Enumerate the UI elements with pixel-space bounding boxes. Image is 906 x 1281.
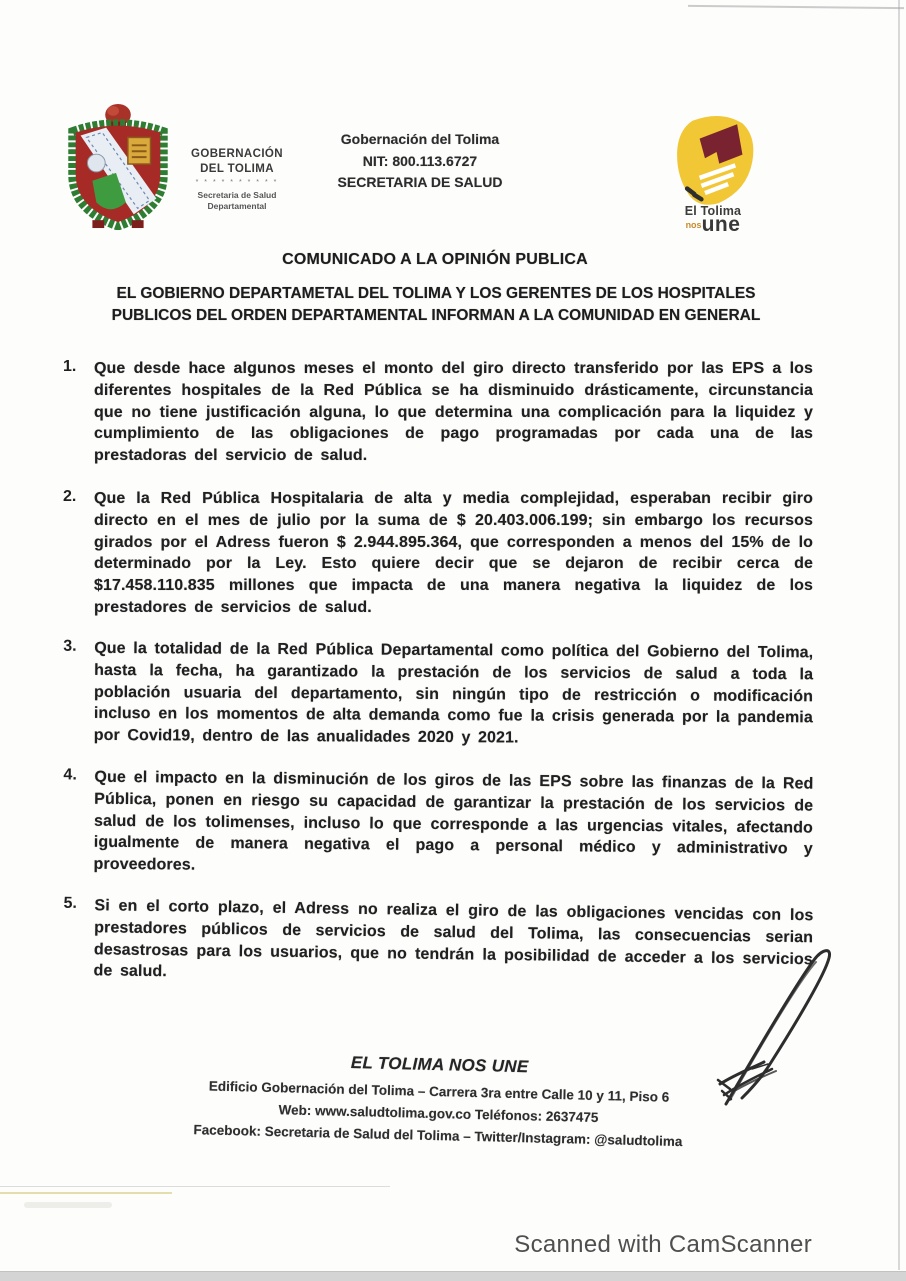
footer-block (88, 1047, 790, 1156)
item-number: 2. (63, 487, 77, 505)
org-sub-line2: Departamental (207, 200, 267, 211)
org-name-line1: GOBERNACIÓN (191, 148, 283, 160)
item-text: Si en el corto plazo, el Adress no realiza el giro de las obligaciones vencidas con los prestadores públicos de servicios de salud del Tolima, las consecuencias serian desastrosas para los usuarios, que no tendrán la posibilidad de acceder a los servicios de salud. (93, 896, 814, 981)
org-name-block (182, 147, 292, 211)
item-text: Que el impacto en la disminución de los giros de las EPS sobre las finanzas de la Red Pública, ponen en riesgo su capacidad de garantizar la prestación de los servicios de salud de los tolimenses, incluso lo que corresponde a las urgencias vitales, afectando igualmente de manera negativa el pago a personal médico y administrativo y proveedores. (93, 768, 814, 874)
entity-secretariat: SECRETARIA DE SALUD (337, 174, 503, 190)
item-number: 3. (63, 637, 77, 655)
scanner-footer-bar (0, 1271, 906, 1281)
tolima-coat-of-arms-icon (58, 102, 178, 230)
list-item (63, 358, 813, 467)
scan-smudge-artifact (24, 1202, 112, 1208)
tolima-logo-une: une (701, 213, 741, 236)
tolima-logo-line1: El Tolima (684, 204, 742, 218)
document-title: COMUNICADO A LA OPINIÓN PUBLICA (282, 251, 588, 268)
list-item (62, 895, 813, 993)
scan-edge-artifact-right (898, 0, 900, 1270)
item-text: Que la Red Pública Hospitalaria de alta y media complejidad, esperaban recibir giro directo en el mes de julio por la suma de $ 20.403.006.199; sin embargo los recursos girados por el Adress fueron $ 2.944.895.364, que corresponden a menos del 15% de lo determinado por la Ley. Esto quiere decir que se dejaron de recibir cerca de $17.458.110.835 millones que impacta de una manera negativa la liquidez de los prestadores de servicios de salud. (94, 489, 813, 616)
scan-edge-artifact-bottom-yellow (0, 1192, 172, 1194)
communique-items (63, 358, 813, 1008)
footer-address: Edificio Gobernación del Tolima – Carrera 3ra entre Calle 10 y 11, Piso 6 (208, 1078, 670, 1105)
list-item (62, 766, 813, 882)
footer-social: Facebook: Secretaria de Salud del Tolima – Twitter/Instagram: @saludtolima (193, 1122, 683, 1150)
entity-name: Gobernación del Tolima (340, 131, 500, 147)
org-sub-line1: Secretaria de Salud (197, 190, 277, 200)
org-divider-dots: * * * * * * * * * * (195, 179, 279, 186)
scan-edge-artifact-bottom-gray (0, 1186, 390, 1187)
camscanner-watermark: Scanned with CamScanner (514, 1231, 812, 1258)
list-item (63, 637, 814, 751)
footer-slogan: EL TOLIMA NOS UNE (350, 1052, 529, 1077)
tolima-nos-une-logo (655, 110, 771, 236)
entity-header-block (300, 129, 540, 194)
list-item (63, 488, 813, 619)
document-subtitle: EL GOBIERNO DEPARTAMETAL DEL TOLIMA Y LOS GERENTES DE LOS HOSPITALES PUBLICOS DEL ORDEN DEPARTAMENTAL INFORMAN A LA COMUNIDAD EN GENERAL (111, 285, 761, 324)
item-number: 4. (63, 766, 77, 784)
item-text: Que la totalidad de la Red Pública Departamental como política del Gobierno del Tolima, hasta la fecha, ha garantizado la prestación de los servicios de salud a toda la población usuaria del departamento, sin ningún tipo de restricción o modificación incluso en los momentos de alta demanda como fue la crisis generada por la pandemia por Covid19, dentro de las anualidades 2020 y 2021. (93, 639, 814, 747)
org-name-line2: DEL TOLIMA (200, 163, 274, 175)
scan-edge-artifact-top (688, 5, 904, 9)
entity-nit: NIT: 800.113.6727 (362, 152, 478, 169)
item-number: 5. (63, 894, 77, 912)
footer-web-phone: Web: www.saludtolima.gov.co Teléfonos: 2637475 (278, 1102, 599, 1126)
item-text: Que desde hace algunos meses el monto del giro directo transferido por las EPS a los diferentes hospitales de la Red Pública se ha disminuido drásticamente, circunstancia que no tiene justificación alguna, lo que determina una complicación para la liquidez y cumplimiento de las obligaciones de pago programadas por cada una de las prestadoras del servicio de salud. (94, 360, 813, 465)
tolima-logo-nos: nos (685, 220, 702, 230)
item-number: 1. (63, 358, 77, 375)
